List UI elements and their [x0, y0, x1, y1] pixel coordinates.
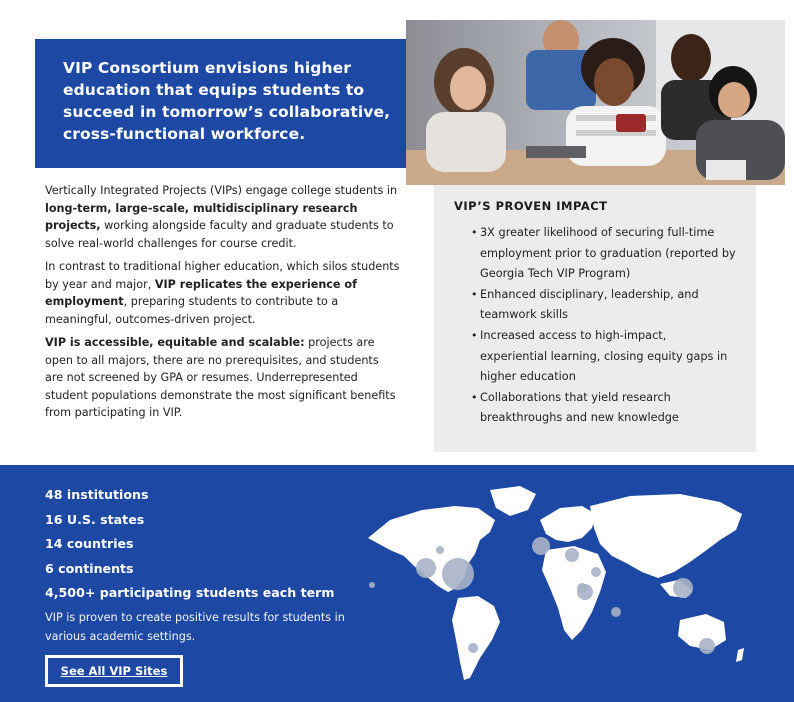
site-marker	[673, 578, 693, 598]
site-marker	[591, 567, 601, 577]
site-marker	[442, 558, 474, 590]
intro-paragraph-1	[45, 182, 400, 252]
stats-description: VIP is proven to create positive results for students in various academic settings.	[45, 610, 345, 643]
map-asia	[590, 494, 742, 578]
intro-text	[45, 182, 400, 428]
intro-p1-text: Vertically Integrated Projects (VIPs) engage college students in	[45, 184, 398, 197]
impact-item: • Collaborations that yield research breakthroughs and new knowledge	[472, 388, 736, 429]
stat-states: 16 U.S. states	[45, 511, 145, 527]
stat-students: 4,500+ participating students each term	[45, 585, 335, 600]
see-all-sites-button[interactable]: See All VIP Sites	[45, 655, 183, 687]
intro-p2-text-end: , preparing students to contribute to a meaningful, outcomes-driven project.	[45, 295, 339, 326]
intro-paragraph-3	[45, 334, 400, 422]
site-marker	[436, 546, 444, 554]
stat-countries: 14 countries	[45, 536, 134, 551]
stat-continents: 6 continents	[45, 560, 134, 576]
map-greenland	[490, 486, 536, 516]
intro-p2-bold: VIP replicates the experience of employment	[45, 277, 357, 308]
site-marker	[532, 537, 550, 555]
map-south-america	[452, 596, 500, 680]
map-new-zealand	[736, 648, 744, 662]
impact-list	[454, 223, 736, 429]
site-marker	[468, 643, 478, 653]
stats-section	[0, 465, 794, 702]
site-marker	[565, 548, 579, 562]
students-photo	[406, 20, 785, 185]
impact-title: VIP’S PROVEN IMPACT	[454, 199, 608, 213]
intro-paragraph-2	[45, 258, 400, 328]
site-marker	[699, 638, 715, 654]
intro-p3-bold: VIP is accessible, equitable and scalable:	[45, 336, 305, 349]
headline: VIP Consortium envisions higher education that equips students to succeed in tomorrow’s collaborative, cross-functional workforce.	[63, 59, 391, 143]
impact-item: • Enhanced disciplinary, leadership, and teamwork skills	[472, 285, 736, 326]
headline-banner	[35, 39, 420, 168]
site-marker	[611, 607, 621, 617]
impact-box	[434, 185, 756, 452]
intro-p2-text: In contrast to traditional higher education, which silos students by year and major,	[45, 260, 400, 291]
map-north-america	[368, 506, 495, 592]
site-marker	[416, 558, 436, 578]
map-europe	[540, 506, 596, 542]
intro-p1-text-end: working alongside faculty and graduate students to solve real-world challenges for course credit.	[45, 219, 394, 250]
students-photo-image	[406, 20, 785, 185]
site-marker	[577, 583, 587, 593]
impact-item: • 3X greater likelihood of securing full-time employment prior to graduation (reported by Georgia Tech VIP Program)	[472, 223, 736, 285]
stat-institutions: 48 institutions	[45, 487, 149, 502]
impact-item: • Increased access to high-impact, experiential learning, closing equity gaps in higher education	[472, 326, 736, 388]
intro-p3-text: projects are open to all majors, there are no prerequisites, and students are not screened by GPA or resumes. Underrepresented student populations demonstrate the most significant benefits from participating in VIP.	[45, 336, 396, 419]
intro-p1-bold: long-term, large-scale, multidisciplinary research projects,	[45, 201, 358, 232]
world-map-icon	[360, 480, 760, 695]
stats-list	[45, 483, 345, 646]
site-marker	[369, 582, 375, 588]
